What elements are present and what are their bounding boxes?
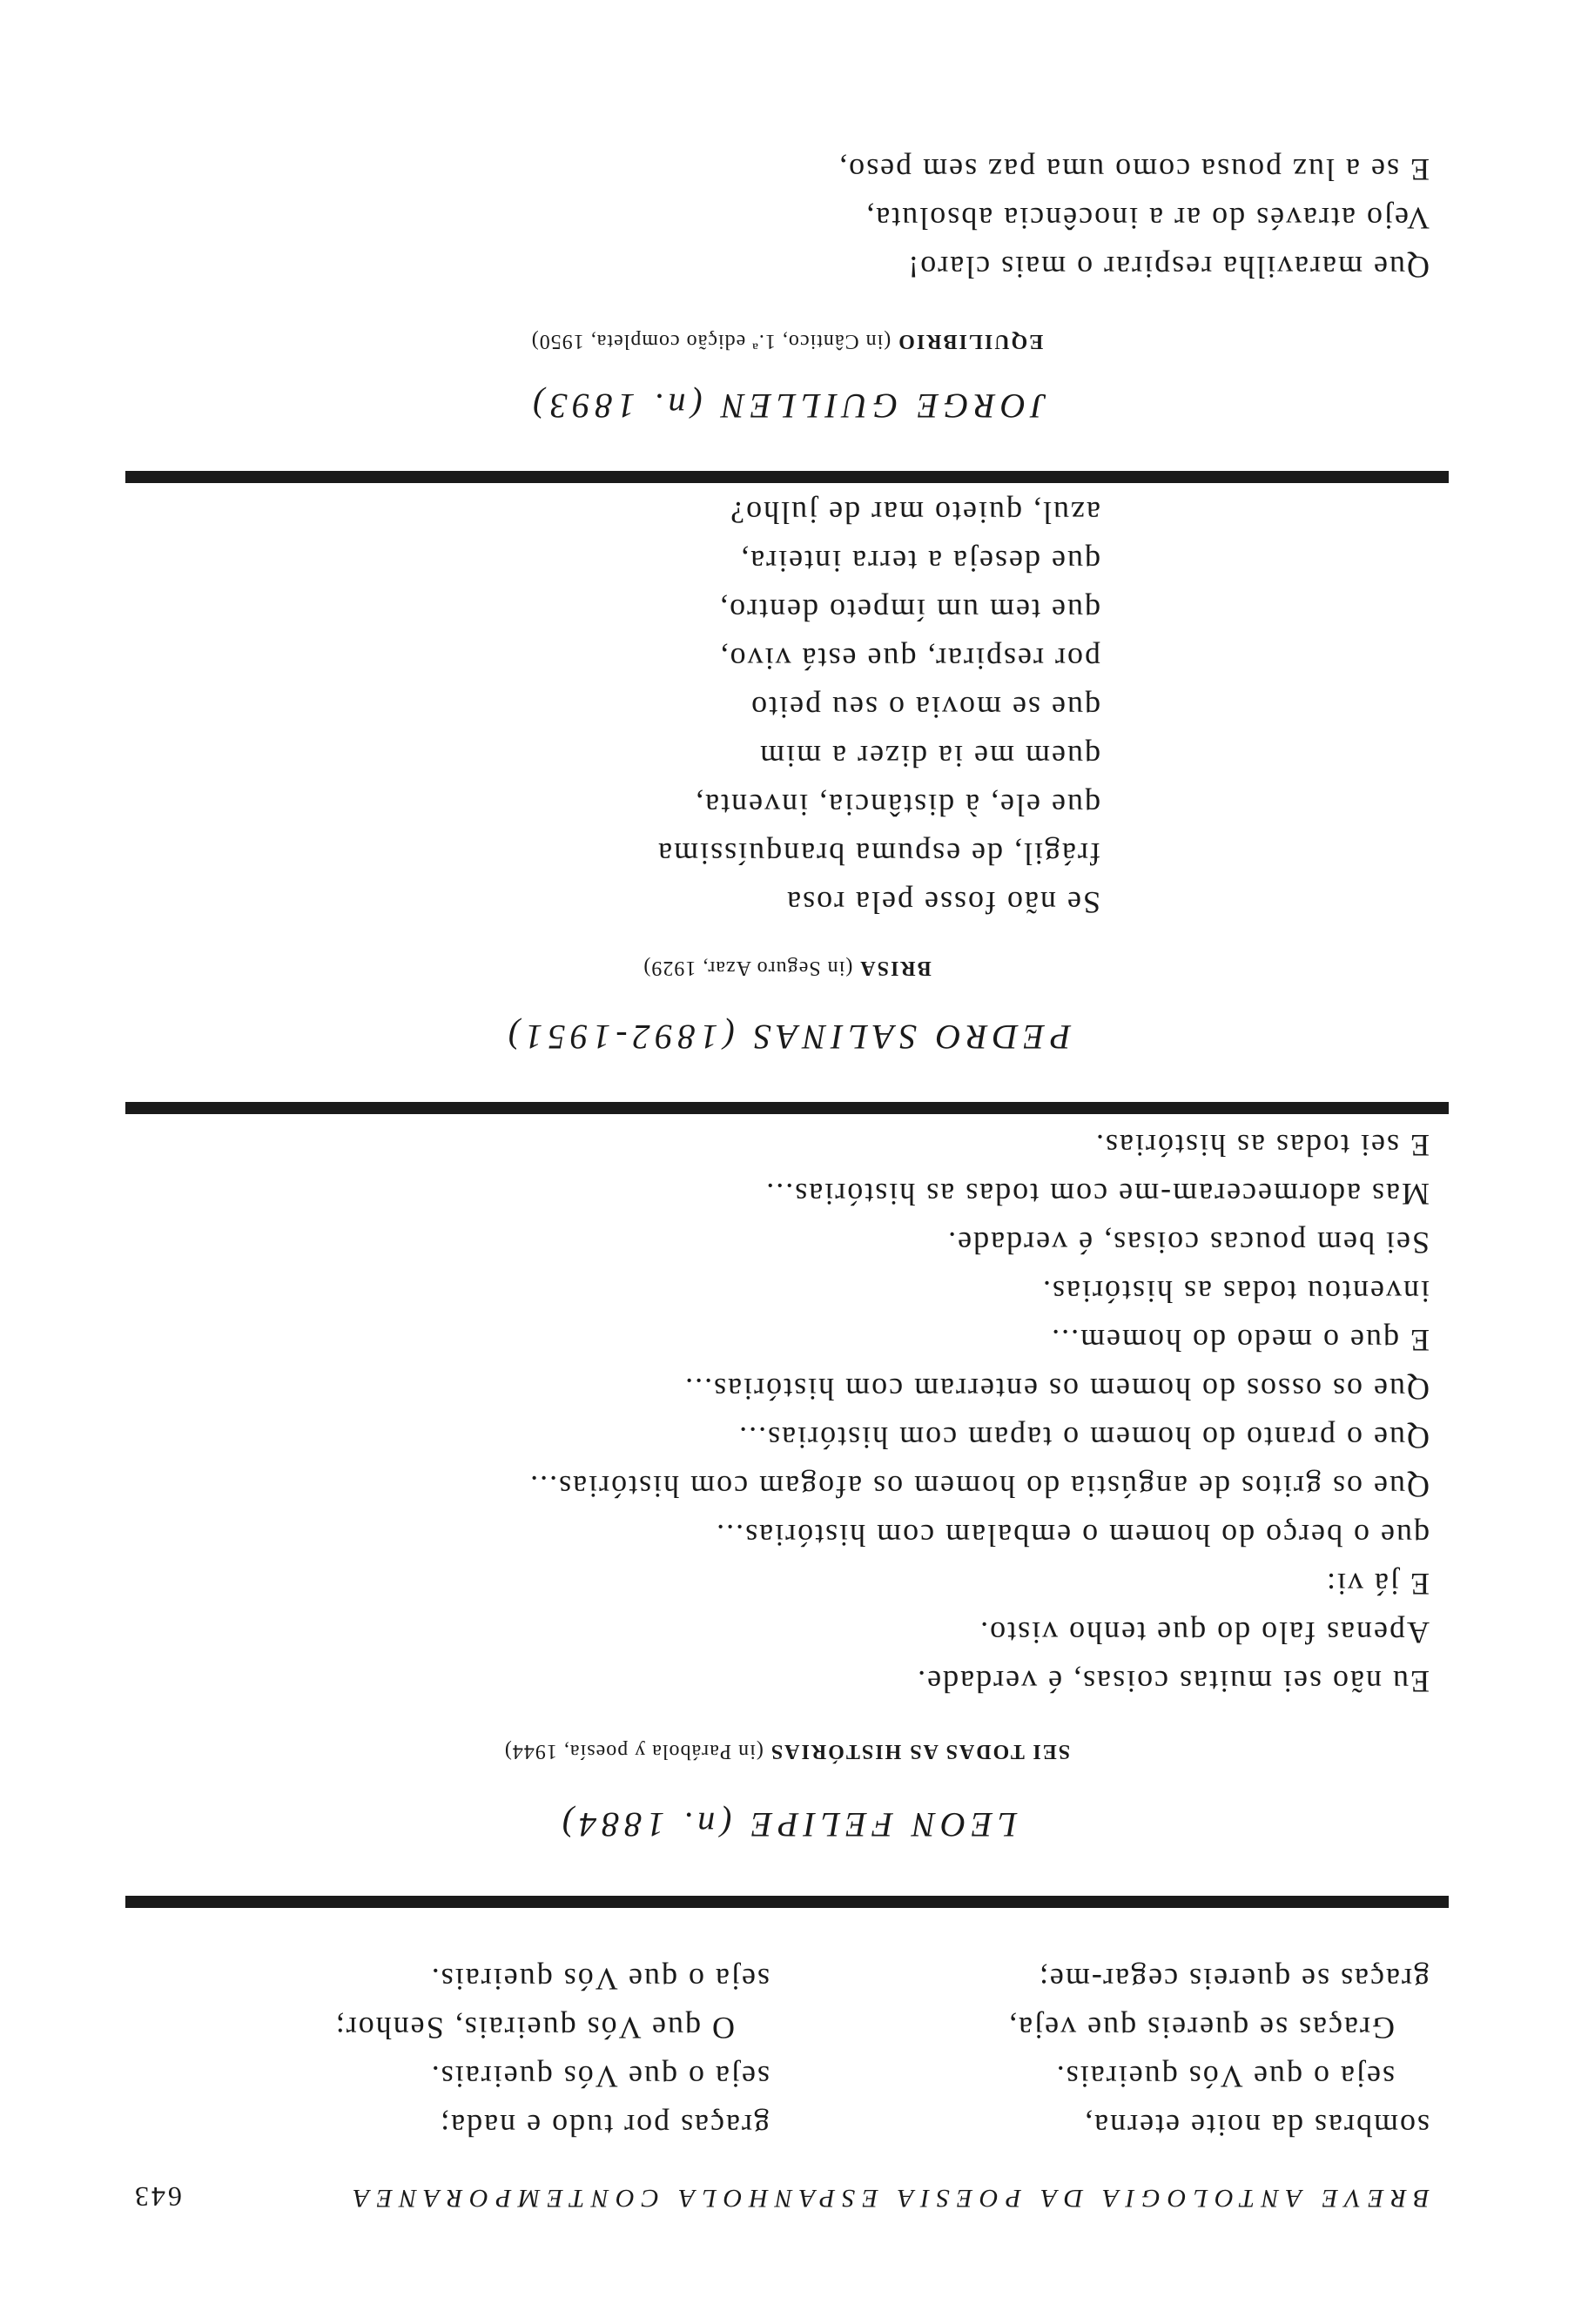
poem-line: que tem um ímpeto dentro, — [718, 593, 1100, 628]
poem-line: azul, quieto mar de julho? — [729, 495, 1100, 530]
page-number: 643 — [132, 2181, 182, 2213]
poem-line: que se movia o seu peito — [750, 690, 1100, 725]
poem-line: E que o medo do homem... — [1050, 1323, 1430, 1358]
running-head-title: BREVE ANTOLOGIA DA POESIA ESPANHOLA CONTEMPORANEA — [347, 2184, 1430, 2213]
poem-body-pedro-salinas — [656, 488, 1100, 927]
poem-line: quem me ia dizer a mim — [758, 739, 1100, 774]
poem-line: que deseja a terra inteira, — [739, 544, 1100, 579]
poem-line: Que maravilha respirar o mais claro! — [906, 250, 1430, 285]
poem-line: graças por tudo e nada; — [439, 2108, 770, 2143]
poem-line: Sei bem poucas coisas, é verdade. — [946, 1226, 1430, 1260]
poem-line: E se a luz pousa como uma paz sem peso, — [838, 152, 1430, 187]
poem-line: Apenas falo do que tenho visto. — [979, 1615, 1430, 1650]
poem-line: Mas adormeceram-me com todas as histórias... — [764, 1177, 1430, 1212]
poem-line: E já vi: — [1325, 1567, 1430, 1602]
poem-line: Se não fosse pela rosa — [785, 885, 1100, 920]
author-heading: JORGE GUILLEN (n. 1893) — [528, 386, 1046, 426]
poem-line: sombras da noite eterna, — [1083, 2108, 1430, 2143]
poem-line: que o berço do homem o embalam com histórias... — [715, 1518, 1430, 1553]
poem-line: seja o que Vós queirais. — [429, 1962, 770, 1997]
poem-line: Eu não sei muitas coisas, é verdade. — [916, 1664, 1430, 1699]
running-head — [132, 2169, 1430, 2213]
poem-line: que ele, à distância, inventa, — [694, 788, 1100, 823]
poem-line: seja o que Vós queirais. — [1054, 2059, 1395, 2094]
poem-title: EQUILIBRIO — [897, 330, 1044, 353]
poem-line: frágil, de espuma branquíssima — [656, 836, 1100, 871]
poem-source: (in Cântico, 1.ª edição completa, 1950) — [530, 330, 892, 353]
poem-title: SEI TODAS AS HISTÓRIAS — [769, 1740, 1071, 1763]
section-divider — [125, 1897, 1449, 1908]
poem-title-line — [125, 329, 1449, 353]
poem-source: (in Seguro Azar, 1929) — [643, 957, 853, 979]
poem-line: Que os gritos de angústia do homem os afogam com histórias... — [528, 1469, 1430, 1504]
section-divider — [125, 473, 1449, 483]
poem-line: seja o que Vós queirais. — [429, 2059, 770, 2094]
section-divider — [125, 1104, 1449, 1114]
poem-line: Que o pranto do homem o tapam com histórias... — [737, 1421, 1430, 1455]
top-poem-left-column — [1007, 1955, 1430, 2150]
poem-line: O que Vós queirais, Senhor; — [333, 2011, 735, 2045]
poem-line: Vejo através do ar a inocência absoluta, — [865, 201, 1430, 236]
top-poem-right-column — [334, 1955, 770, 2150]
poem-line: Graças se quereis que veja, — [1007, 2011, 1395, 2045]
poem-line: inventou todas as histórias. — [1041, 1274, 1430, 1309]
poem-line: E sei todas as histórias. — [1094, 1128, 1430, 1163]
poem-title-line — [125, 956, 1449, 979]
poem-title-line — [125, 1739, 1449, 1763]
poem-title: BRISA — [858, 957, 932, 979]
poem-line: Que os ossos do homem os enterram com histórias... — [683, 1372, 1430, 1407]
poem-source: (in Parábola y poesía, 1944) — [503, 1740, 764, 1763]
author-heading: PEDRO SALINAS (1892-1951) — [502, 1018, 1072, 1057]
poem-body-jorge-guillen — [838, 145, 1430, 292]
poem-body-leon-felipe — [528, 1121, 1430, 1706]
poem-line: por respirar, que está vivo, — [718, 641, 1100, 676]
poem-line: graças se quereis cegar-me; — [1037, 1962, 1430, 1997]
author-heading: LEON FELIPE (n. 1884) — [556, 1805, 1018, 1844]
